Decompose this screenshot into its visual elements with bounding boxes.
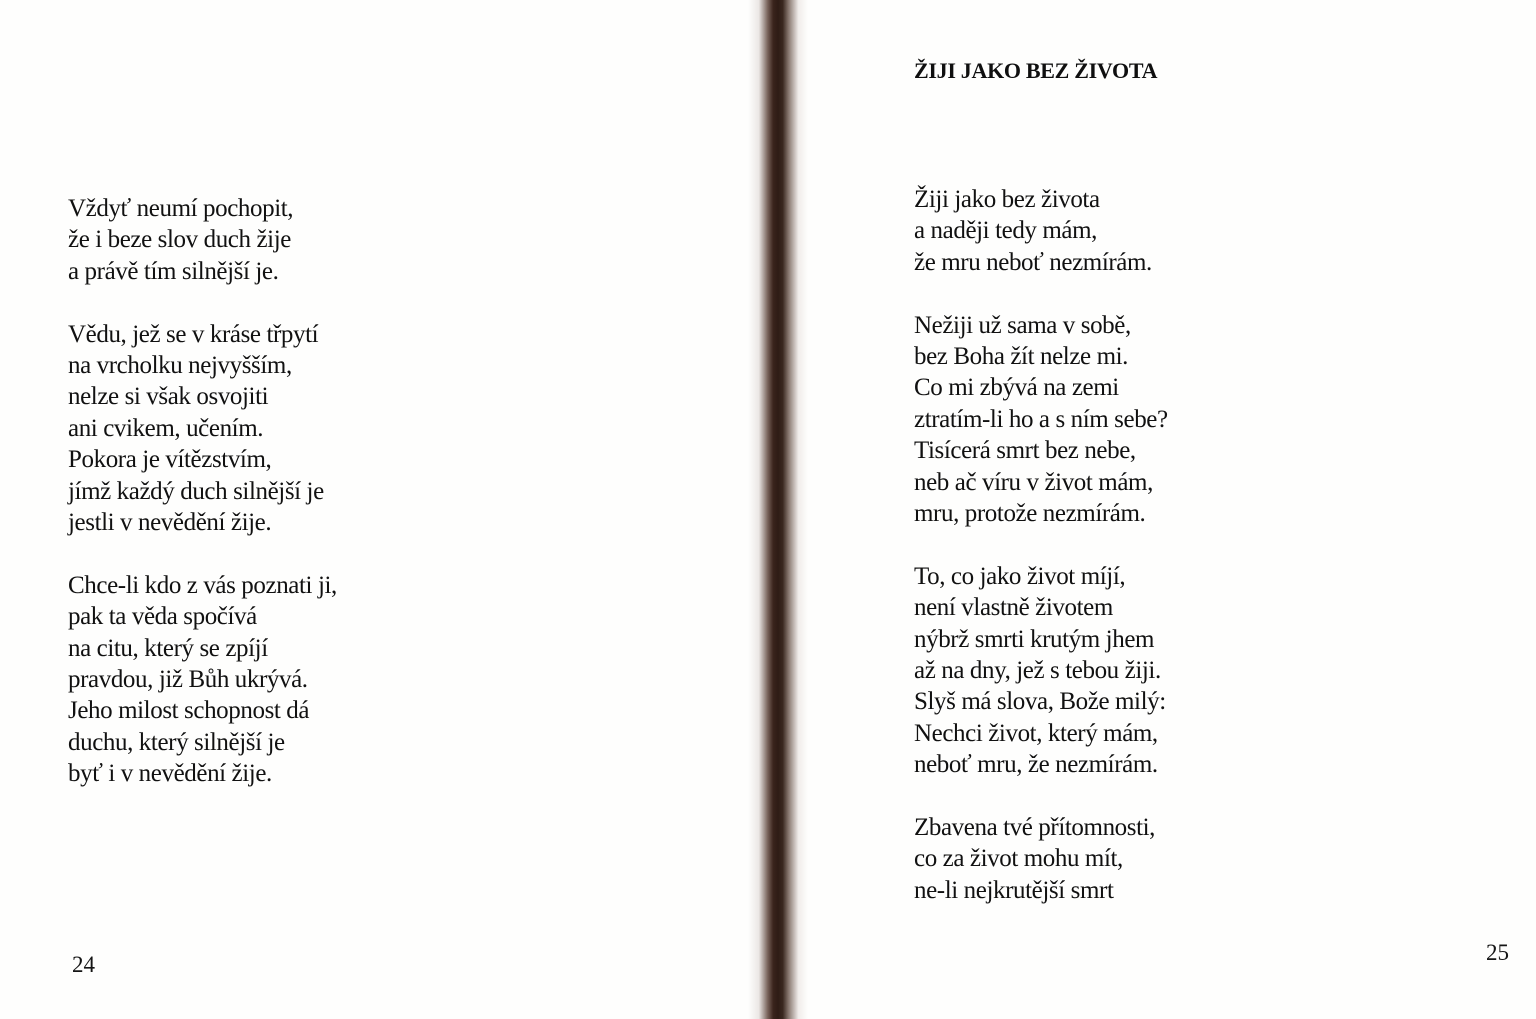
poem-line: Nežiji už sama v sobě, (914, 311, 1131, 339)
poem-line: Co mi zbývá na zemi (914, 374, 1119, 402)
poem-line: byť i v nevědění žije. (68, 760, 272, 788)
poem-line: ani cvikem, učením. (68, 414, 264, 442)
left-poem (68, 193, 337, 790)
poem-line: Jeho milost schopnost dá (68, 697, 310, 725)
poem-line: jestli v nevědění žije. (68, 509, 272, 537)
poem-line: pak ta věda spočívá (68, 603, 257, 631)
poem-line: To, co jako život míjí, (914, 562, 1126, 590)
right-poem (914, 184, 1168, 906)
poem-line: ne-li nejkrutější smrt (914, 876, 1114, 904)
stanza (914, 310, 1168, 530)
stanza (68, 319, 337, 539)
stanza (68, 193, 337, 287)
poem-line: Slyš má slova, Bože milý: (914, 688, 1166, 716)
poem-line: Zbavena tvé přítomnosti, (914, 814, 1156, 842)
stanza (914, 812, 1168, 906)
poem-line: mru, protože nezmírám. (914, 500, 1146, 528)
stanza (68, 570, 337, 790)
poem-line: Vědu, jež se v kráse třpytí (68, 320, 319, 348)
poem-line: a naději tedy mám, (914, 217, 1098, 245)
poem-line: jímž každý duch silnější je (68, 477, 324, 505)
poem-line: bez Boha žít nelze mi. (914, 343, 1129, 371)
poem-line: pravdou, již Bůh ukrývá. (68, 666, 308, 694)
poem-line: Nechci život, který mám, (914, 719, 1158, 747)
book-gutter (748, 0, 808, 1019)
poem-line: nýbrž smrti krutým jhem (914, 625, 1155, 653)
poem-line: nelze si však osvojiti (68, 383, 269, 411)
poem-line: Chce-li kdo z vás poznati ji, (68, 571, 337, 599)
poem-line: až na dny, jež s tebou žiji. (914, 657, 1161, 685)
poem-line: Pokora je vítězstvím, (68, 446, 272, 474)
poem-line: Vždyť neumí pochopit, (68, 195, 294, 222)
poem-line: na citu, který se zpíjí (68, 634, 268, 662)
poem-line: neb ač víru v život mám, (914, 468, 1153, 496)
poem-line: Žiji jako bez života (914, 186, 1100, 213)
poem-line: co za život mohu mít, (914, 845, 1123, 873)
right-page (800, 0, 1536, 1019)
poem-line: a právě tím silnější je. (68, 257, 279, 285)
page-number-right: 25 (1486, 940, 1509, 965)
poem-line: duchu, který silnější je (68, 728, 285, 756)
poem-line: neboť mru, že nezmírám. (914, 751, 1158, 779)
poem-line: že mru neboť nezmírám. (914, 248, 1152, 276)
page-number-left: 24 (72, 952, 95, 977)
poem-line: Tisícerá smrt bez nebe, (914, 437, 1136, 465)
poem-line: ztratím-li ho a s ním sebe? (914, 405, 1168, 433)
poem-line: není vlastně životem (914, 594, 1113, 622)
stanza (914, 184, 1168, 278)
poem-line: že i beze slov duch žije (68, 226, 291, 254)
poem-line: na vrcholku nejvyšším, (68, 352, 292, 380)
stanza (914, 561, 1168, 781)
poem-title: ŽIJI JAKO BEZ ŽIVOTA (914, 58, 1158, 83)
